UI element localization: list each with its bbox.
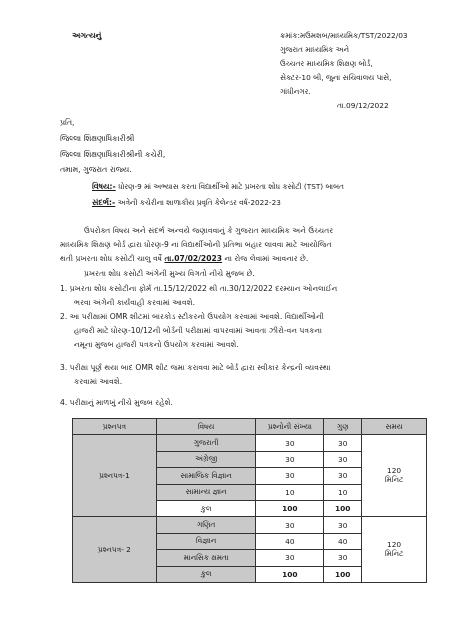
header-subject: વિષય	[156, 419, 256, 435]
marks-cell: 30	[324, 435, 362, 451]
subject-label: વિષય:-	[92, 182, 116, 191]
point-1-line-1: 1. પ્રખરતા શોધ કસોટીના ફોર્મ તા.15/12/2022 થી તા.30/12/2022 દરમ્યાન ઓનલાઈન	[60, 284, 338, 293]
total-questions: 100	[256, 566, 324, 582]
reference-number: ક્રમાંક:મઉમશબ/માધ્યમિક/TST/2022/03	[280, 31, 408, 40]
paper-1-name: પ્રશ્નપત્ર-1	[73, 435, 157, 517]
exam-structure-table	[72, 418, 427, 583]
questions-cell: 10	[256, 484, 324, 500]
questions-cell: 30	[256, 517, 324, 533]
total-marks: 100	[324, 500, 362, 516]
reference-line	[92, 198, 281, 208]
header-paper: પ્રશ્નપત્ર	[73, 419, 157, 435]
office-line-1: ગુજરાત માધ્યમિક અને	[280, 45, 350, 54]
marks-cell: 30	[324, 451, 362, 467]
total-questions: 100	[256, 500, 324, 516]
questions-cell: 30	[256, 435, 324, 451]
subject-cell: ગણિત	[156, 517, 256, 533]
office-line-3: સેક્ટર-10 બી, જુના સચિવાલય પાસે,	[280, 73, 392, 82]
subject-cell: સામાન્ય જ્ઞાન	[156, 484, 256, 500]
subject-cell: વિજ્ઞાન	[156, 533, 256, 549]
point-4-line-1: 4. પરીક્ષાનું માળખું નીચે મુજબ રહેશે.	[60, 398, 173, 407]
details-intro: પ્રખરતા શોધ કસોટી અંગેની મુખ્ય વિગતો નીચે મુજબ છે.	[84, 269, 255, 278]
intro-line-2: માધ્યમિક શિક્ષણ બોર્ડ દ્વારા ધોરણ-9 ના વિદ્યાર્થીઓની પ્રતિભા બહાર લાવવા માટે આયોજિત	[60, 240, 332, 249]
point-1-line-2: ભરવા અંગેની કાર્યવાહી કરવામાં આવશે.	[74, 298, 195, 307]
intro-line-1: ઉપરોક્ત વિષય અને સંદર્ભ અન્વયે જણાવવાનું કે ગુજરાત માધ્યમિક અને ઉચ્ચતર	[84, 226, 334, 235]
marks-cell: 30	[324, 550, 362, 566]
intro-line-3	[60, 254, 308, 264]
subject-cell: માનસિક ક્ષમતા	[156, 550, 256, 566]
recipient-line-3: તમામ, ગુજરાત રાજ્ય.	[60, 165, 132, 174]
subject-text: ધોરણ-9 માં અભ્યાસ કરતા વિદ્યાર્થીઓ માટે પ્રખરતા શોધ કસોટી (TST) બાબત	[118, 182, 344, 191]
exam-date: તા.07/02/2023	[164, 254, 223, 263]
questions-cell: 40	[256, 533, 324, 549]
point-3-line-2: કરવામાં આવશે.	[74, 377, 123, 386]
marks-cell: 10	[324, 484, 362, 500]
questions-cell: 30	[256, 468, 324, 484]
total-label: કુલ	[156, 500, 256, 516]
subject-cell: અંગ્રેજી	[156, 451, 256, 467]
intro-line-3-pre: થતી પ્રખરતા શોધ કસોટી ચાલુ વર્ષે	[60, 254, 165, 263]
office-line-4: ગાંધીનગર.	[280, 87, 311, 96]
point-2-line-1: 2. આ પરીક્ષામાં OMR શીટમાં બારકોડ સ્ટીકરનો ઉપયોગ કરવામાં આવશે. વિદ્યાર્થીઓની	[60, 312, 324, 321]
paper-2-name: પ્રશ્નપત્ર- 2	[73, 517, 157, 583]
questions-cell: 30	[256, 550, 324, 566]
total-marks: 100	[324, 566, 362, 582]
recipient-prati: પ્રતિ,	[60, 118, 75, 127]
recipient-line-1: જિલ્લા શિક્ષણાધિકારીશ્રી	[60, 134, 135, 143]
paper-2-time	[362, 517, 427, 583]
marks-cell: 30	[324, 517, 362, 533]
paper-2-time-unit: મિનિટ	[384, 549, 404, 559]
header-questions: પ્રશ્નોની સંખ્યા	[256, 419, 324, 435]
total-label: કુલ	[156, 566, 256, 582]
table-row	[73, 517, 427, 533]
paper-1-time-value: 120	[387, 466, 402, 476]
subject-cell: ગુજરાતી	[156, 435, 256, 451]
paper-1-time	[362, 435, 427, 517]
marks-cell: 40	[324, 533, 362, 549]
table-header-row	[73, 419, 427, 435]
point-2-line-2: હાજરી માટે ધોરણ-10/12ની બોર્ડની પરીક્ષામાં વાપરવામાં આવતા ઝીરો-વન પત્રકના	[74, 326, 322, 335]
header-time: સમય	[362, 419, 427, 435]
point-2-line-3: નમૂના મુજબ હાજરી પત્રકનો ઉપયોગ કરવામાં આવશે.	[74, 340, 239, 349]
letter-date: તા.09/12/2022	[337, 101, 389, 110]
paper-2-time-value: 120	[387, 540, 402, 550]
marks-cell: 30	[324, 468, 362, 484]
office-line-2: ઉચ્ચતર માધ્યમિક શિક્ષણ બોર્ડ,	[280, 59, 373, 68]
intro-line-3-post: ના રોજ લેવામાં આવનાર છે.	[222, 254, 309, 263]
subject-cell: સામાજિક વિજ્ઞાન	[156, 468, 256, 484]
table-row	[73, 435, 427, 451]
recipient-line-2: જિલ્લા શિક્ષણાધિકારીશ્રીની કચેરી,	[60, 150, 166, 159]
header-marks: ગુણ	[324, 419, 362, 435]
urgent-label: અગત્યનું	[72, 31, 102, 40]
paper-1-time-unit: મિનિટ	[384, 475, 404, 485]
reference-text: અત્રેની કચેરીના શાળાકીય પ્રવૃતિ કેલેન્ડર વર્ષ-2022-23	[117, 198, 281, 207]
reference-label: સંદર્ભ:-	[92, 198, 116, 207]
point-3-line-1: 3. પરીક્ષા પૂર્ણ થયા બાદ OMR શીટ જમા કરાવવા માટે બોર્ડ દ્વારા સ્વીકાર કેન્દ્રની વ્યવસ્થા	[60, 363, 331, 372]
subject-line	[92, 182, 344, 192]
questions-cell: 30	[256, 451, 324, 467]
